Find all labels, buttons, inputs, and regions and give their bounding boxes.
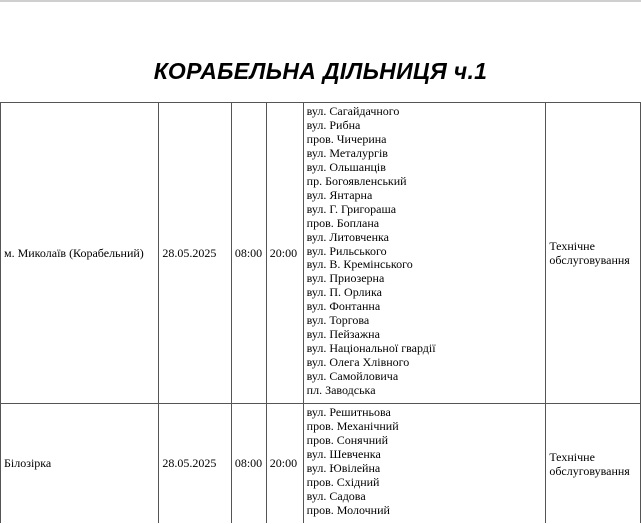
street-item: вул. Шевченка	[306, 446, 381, 461]
time-to-cell: 20:00	[266, 404, 303, 524]
street-item: пров. Боплана	[306, 215, 380, 230]
street-item: вул. Ювілейна	[306, 460, 381, 475]
street-item: пл. Заводська	[306, 383, 376, 398]
page-title: КОРАБЕЛЬНА ДІЛЬНИЦЯ ч.1	[153, 58, 488, 84]
table-row	[1, 103, 641, 404]
settlement-cell: Білозірка	[1, 404, 159, 524]
street-item: вул. П. Орлика	[306, 285, 382, 300]
date-cell: 28.05.2025	[159, 404, 231, 524]
work-type-line: обслуговування	[549, 463, 630, 478]
street-item: вул. Приозерна	[306, 271, 385, 286]
street-item: пров. Молочний	[306, 502, 390, 517]
street-item: пров. Чичерина	[306, 131, 387, 146]
date-cell: 28.05.2025	[159, 103, 231, 404]
street-item: вул. Янтарна	[306, 187, 373, 202]
work-type-cell	[546, 404, 641, 524]
table-row	[1, 404, 641, 524]
street-item: пров. Механічний	[306, 418, 399, 433]
settlement-cell: м. Миколаїв (Корабельний)	[1, 103, 159, 404]
street-item: вул. Рильського	[306, 243, 387, 258]
street-item: вул. В. Кремінського	[306, 257, 413, 272]
street-item: вул. Г. Григораша	[306, 201, 397, 216]
work-type-line: Технічне	[549, 449, 595, 464]
top-divider	[0, 0, 641, 2]
street-item: вул. Олега Хлівного	[306, 355, 410, 370]
street-item: вул. Торгова	[306, 313, 370, 328]
street-item: вул. Литовченка	[306, 229, 389, 244]
time-from-cell: 08:00	[231, 103, 266, 404]
time-to-cell: 20:00	[266, 103, 303, 404]
street-item: вул. Фонтанна	[306, 299, 381, 314]
street-item: пров. Сонячний	[306, 432, 388, 447]
street-item: вул. Самойловича	[306, 369, 399, 384]
street-list-cell	[303, 103, 546, 404]
street-item: вул. Металургів	[306, 145, 388, 160]
street-item: пров. Східний	[306, 474, 380, 489]
street-item: вул. Національної гвардії	[306, 341, 436, 356]
street-list-cell	[303, 404, 546, 524]
street-item: вул. Ольшанців	[306, 159, 386, 174]
street-item: вул. Рибна	[306, 117, 361, 132]
street-item: вул. Пейзажна	[306, 327, 380, 342]
street-item: вул. Сагайдачного	[306, 104, 400, 118]
street-item: пр. Богоявленський	[306, 173, 407, 188]
time-from-cell: 08:00	[231, 404, 266, 524]
work-type-cell	[546, 103, 641, 404]
street-item: вул. Садова	[306, 488, 366, 503]
outage-schedule-table	[0, 102, 641, 523]
work-type-line: обслуговування	[549, 253, 630, 267]
work-type-line: Технічне	[549, 239, 595, 253]
street-item: вул. Решитньова	[306, 405, 391, 419]
